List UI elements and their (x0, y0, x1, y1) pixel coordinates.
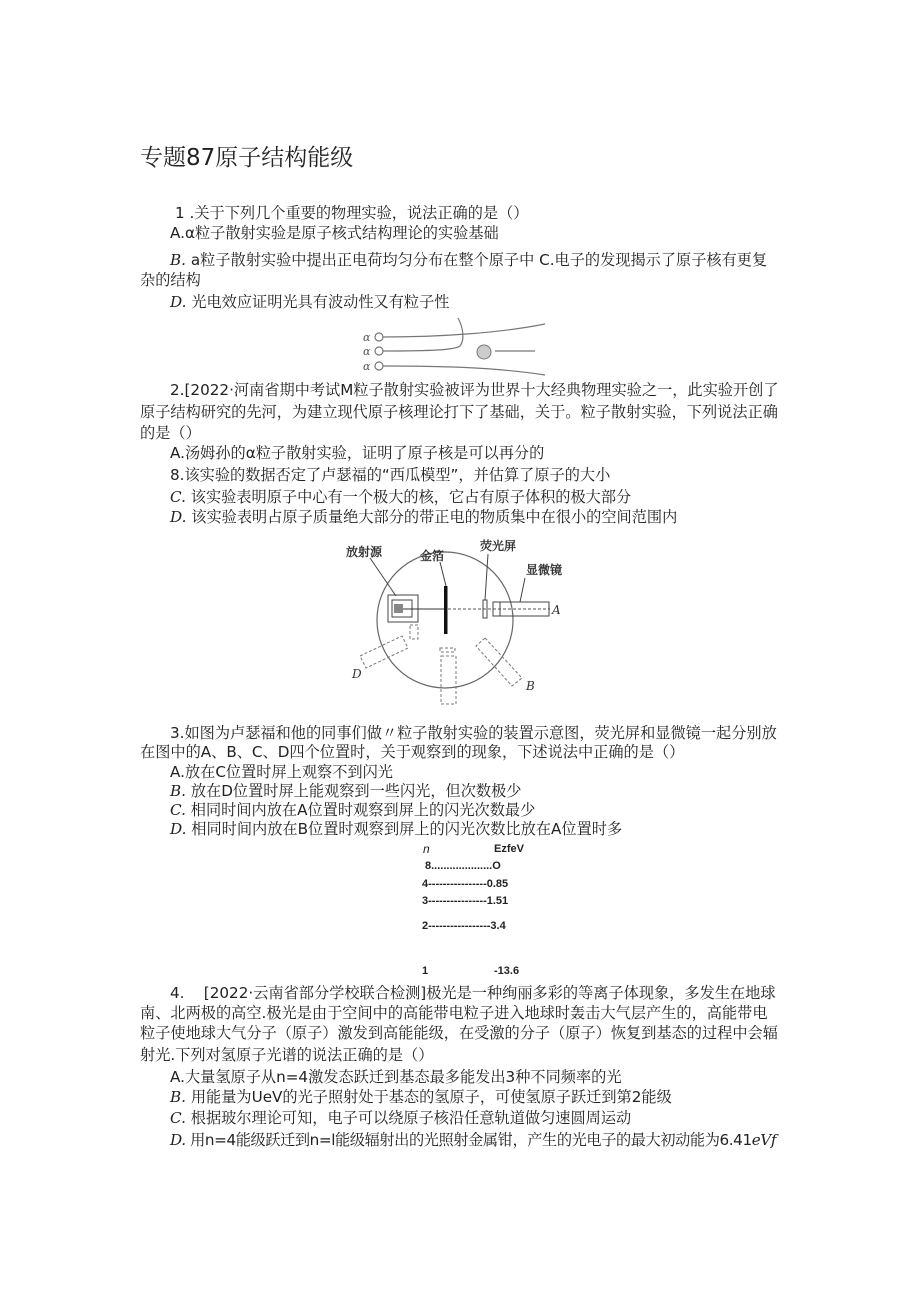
option-letter: D. (170, 820, 187, 838)
q2-option-c (170, 488, 631, 506)
q3-stem-line: 在图中的A、B、C、D四个位置时，关于观察到的现象，下述说法中正确的是（） (140, 743, 685, 761)
energy-level-row: 2-----------------3.4 (422, 920, 506, 932)
option-text: 相同时间内放在A位置时观察到屏上的闪光次数最少 (190, 801, 536, 819)
q4-option-b (170, 1088, 672, 1106)
q4-stem-line: 射光.下列对氢原子光谱的说法正确的是（） (140, 1046, 434, 1064)
alpha-label: α (363, 360, 371, 373)
foil-label: 金箔 (420, 549, 445, 563)
option-letter: B. (170, 1088, 186, 1106)
option-text: a粒子散射实验中提出正电荷均匀分布在整个原子中 C.电子的发现揭示了原子核有更复 (190, 251, 768, 269)
option-text: 放在D位置时屏上能观察到一些闪光，但次数极少 (190, 782, 522, 800)
q1-stem: 1 .关于下列几个重要的物理实验，说法正确的是（） (175, 204, 529, 222)
alpha-label: α (363, 345, 371, 358)
energy-level-row: 8....................O (425, 860, 501, 872)
q3-option-d (170, 820, 622, 838)
q3-stem-line: 3.如图为卢瑟福和他的同事们做〃粒子散射实验的装置示意图，荧光屏和显微镜一起分别放 (170, 724, 777, 742)
energy-ground-e: -13.6 (494, 965, 520, 977)
q3-option-b (170, 782, 521, 800)
option-text: 用n=4能级跃迁到n=l能级辐射出的光照射金属钳，产生的光电子的最大初动能为6.41 (190, 1131, 752, 1149)
q3-option-c (170, 801, 535, 819)
option-letter: C. (170, 488, 186, 506)
q2-stem-line: 的是（） (140, 424, 201, 442)
energy-ground-n: 1 (422, 965, 429, 977)
rutherford-apparatus-figure (340, 538, 580, 706)
q4-option-a: A.大量氢原子从n=4激发态跃迁到基态最多能发出3种不同频率的光 (170, 1068, 622, 1086)
option-letter: B. (170, 782, 186, 800)
position-a-label: A (552, 603, 561, 617)
alpha-scattering-figure (360, 315, 600, 379)
q4-stem-line: 南、北两极的高空.极光是由于空间中的高能带电粒子进入地球时轰击大气层产生的，高能带电 (140, 1004, 768, 1022)
q2-option-b: 8.该实验的数据否定了卢瑟福的“西瓜模型”，并估算了原子的大小 (170, 466, 611, 484)
energy-e-label: EzfeV (494, 843, 524, 855)
energy-level-row: 4----------------0.85 (422, 878, 509, 890)
q2-stem-line: 原子结构研究的先河，为建立现代原子核理论打下了基础，关于。粒子散射实验，下列说法正确 (140, 403, 778, 421)
q3-option-a: A.放在C位置时屏上观察不到闪光 (170, 763, 393, 781)
option-letter: C. (170, 1109, 186, 1127)
microscope-label: 显微镜 (526, 563, 563, 577)
option-text: 该实验表明占原子质量绝大部分的带正电的物质集中在很小的空间范围内 (191, 508, 678, 526)
option-text: 根据玻尔理论可知，电子可以绕原子核沿任意轨道做匀速圆周运动 (190, 1109, 632, 1127)
q1-option-b (170, 251, 767, 269)
alpha-label: α (363, 331, 371, 344)
position-b-label: B (526, 679, 535, 693)
q1-option-d (170, 293, 449, 311)
q1-option-c-cont: 杂的结构 (140, 271, 201, 289)
unit: eVf (751, 1131, 777, 1149)
option-text: 用能量为UeV的光子照射处于基态的氢原子，可使氢原子跃迁到第2能级 (190, 1088, 672, 1106)
option-letter: C. (170, 801, 186, 819)
energy-n-label: n (423, 842, 430, 856)
option-letter: B. (170, 251, 186, 269)
option-text: 该实验表明原子中心有一个极大的核，它占有原子体积的极大部分 (190, 488, 632, 506)
q4-stem-line: 4. [2022·云南省部分学校联合检测]极光是一种绚丽多彩的等离子体现象，多发生在地球 (170, 984, 776, 1002)
option-text: 光电效应证明光具有波动性又有粒子性 (191, 293, 450, 311)
q2-stem-line: 2.[2022·河南省期中考试M粒子散射实验被评为世界十大经典物理实验之一，此实验开创了 (170, 381, 779, 399)
screen-label: 荧光屏 (480, 539, 517, 553)
q4-option-d (170, 1131, 776, 1149)
q4-option-c (170, 1109, 631, 1127)
option-letter: D. (170, 1131, 186, 1149)
q2-option-a: A.汤姆孙的α粒子散射实验，证明了原子核是可以再分的 (170, 444, 545, 462)
option-text: 相同时间内放在B位置时观察到屏上的闪光次数比放在A位置时多 (191, 820, 623, 838)
position-d-label: D (352, 667, 362, 681)
energy-level-row: 3----------------1.51 (422, 895, 509, 907)
page-title: 专题87原子结构能级 (140, 145, 354, 171)
option-letter: D. (170, 293, 187, 311)
source-label: 放射源 (346, 545, 383, 559)
q4-stem-line: 粒子使地球大气分子（原子）激发到高能能级，在受激的分子（原子）恢复到基态的过程中会辐 (140, 1024, 778, 1042)
q2-option-d (170, 508, 677, 526)
q1-option-a: A.α粒子散射实验是原子核式结构理论的实验基础 (170, 224, 499, 242)
option-letter: D. (170, 508, 187, 526)
